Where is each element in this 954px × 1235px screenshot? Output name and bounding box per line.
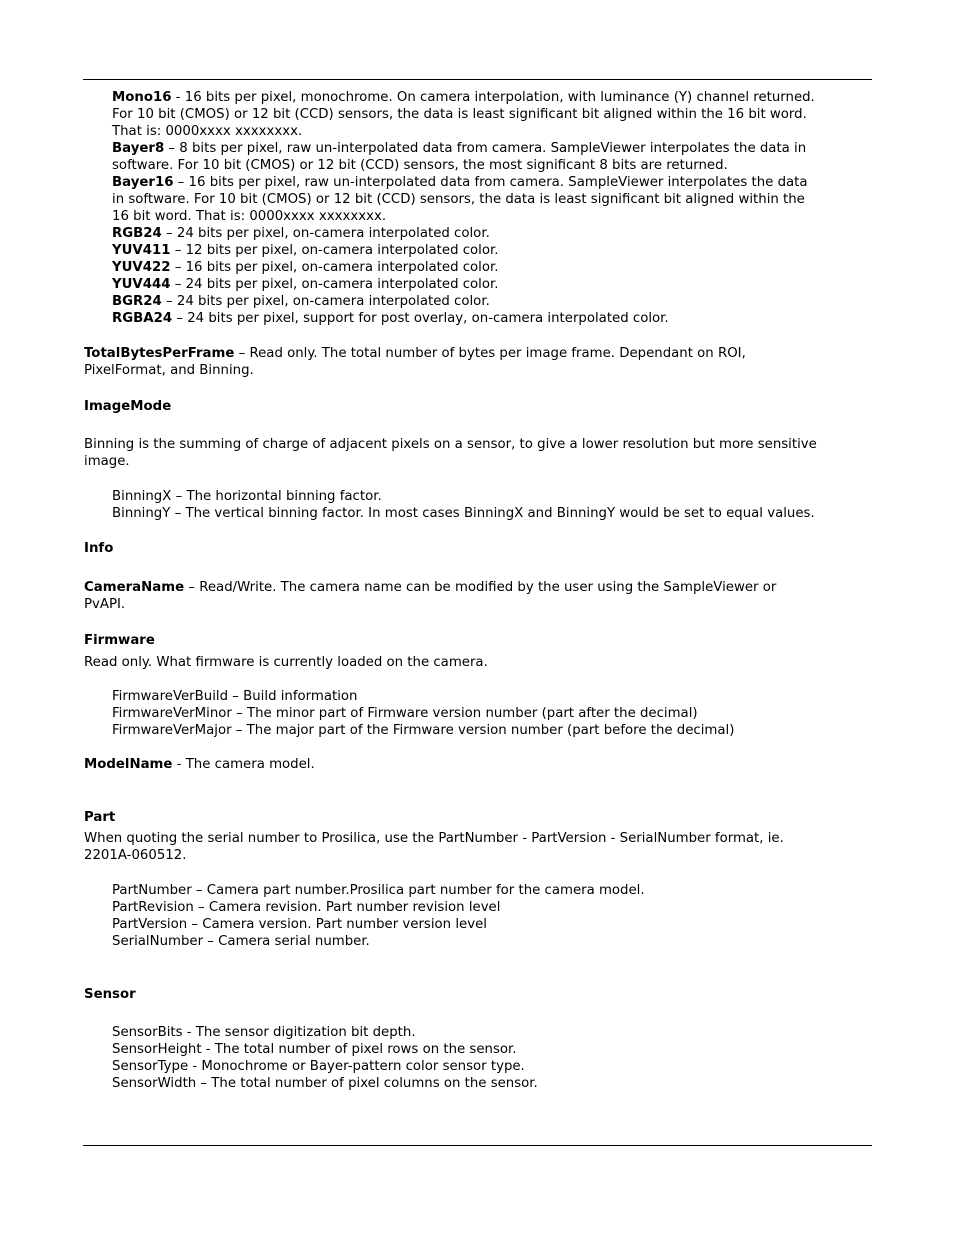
pixel-format-bayer8: Bayer8 – 8 bits per pixel, raw un-interpolated data from camera. SampleViewer interpolates the data in software. For 10 bit (CMOS) or 12 bit (CCD) sensors, the most significant 8 bits are returned.	[112, 141, 807, 173]
firmware-heading: Firmware	[84, 633, 155, 648]
sensor-list	[112, 1024, 870, 1092]
list-item: FirmwareVerMinor – The minor part of Firmware version number (part after the decimal)	[112, 706, 698, 721]
pixel-format-mono16: Mono16 - 16 bits per pixel, monochrome. On camera interpolation, with luminance (Y) channel returned. For 10 bit (CMOS) or 12 bit (CCD) sensors, the data is least significant bit aligned within the 16 bit word. That is: 0000xxxx xxxxxxxx.	[112, 90, 815, 139]
list-item: FirmwareVerMajor – The major part of the Firmware version number (part before the decimal)	[112, 723, 735, 738]
firmware-list	[112, 688, 870, 739]
total-bytes-paragraph: TotalBytesPerFrame – Read only. The total number of bytes per image frame. Dependant on ROI, PixelFormat, and Binning.	[84, 346, 746, 378]
footer-rule	[83, 1145, 872, 1146]
binning-list	[112, 488, 870, 522]
image-mode-intro: Binning is the summing of charge of adjacent pixels on a sensor, to give a lower resolution but more sensitive image.	[84, 437, 817, 469]
part-heading: Part	[84, 810, 116, 825]
part-list	[112, 882, 870, 950]
pixel-format-rgb24: RGB24 – 24 bits per pixel, on-camera interpolated color.	[112, 226, 490, 241]
part-intro: When quoting the serial number to Prosilica, use the PartNumber - PartVersion - SerialNumber format, ie. 2201A-060512.	[84, 831, 784, 863]
pixel-format-yuv422: YUV422 – 16 bits per pixel, on-camera interpolated color.	[112, 260, 499, 275]
pixel-format-list	[112, 89, 870, 327]
list-item: PartVersion – Camera version. Part number version level	[112, 917, 487, 932]
list-item: BinningY – The vertical binning factor. In most cases BinningX and BinningY would be set to equal values.	[112, 506, 815, 521]
list-item: SensorHeight - The total number of pixel rows on the sensor.	[112, 1042, 517, 1057]
list-item: PartRevision – Camera revision. Part number revision level	[112, 900, 501, 915]
list-item: SensorWidth – The total number of pixel columns on the sensor.	[112, 1076, 538, 1091]
list-item: SerialNumber – Camera serial number.	[112, 934, 370, 949]
info-heading: Info	[84, 541, 114, 556]
pixel-format-bgr24: BGR24 – 24 bits per pixel, on-camera interpolated color.	[112, 294, 490, 309]
list-item: PartNumber – Camera part number.Prosilica part number for the camera model.	[112, 883, 645, 898]
list-item: FirmwareVerBuild – Build information	[112, 689, 358, 704]
list-item: BinningX – The horizontal binning factor.	[112, 489, 382, 504]
pixel-format-bayer16: Bayer16 – 16 bits per pixel, raw un-interpolated data from camera. SampleViewer interpolates the data in software. For 10 bit (CMOS) or 12 bit (CCD) sensors, the data is least significant bit aligned within the 16 bit word. That is: 0000xxxx xxxxxxxx.	[112, 175, 808, 224]
sensor-heading: Sensor	[84, 987, 136, 1002]
pixel-format-yuv444: YUV444 – 24 bits per pixel, on-camera interpolated color.	[112, 277, 499, 292]
pixel-format-yuv411: YUV411 – 12 bits per pixel, on-camera interpolated color.	[112, 243, 499, 258]
pixel-format-rgba24: RGBA24 – 24 bits per pixel, support for post overlay, on-camera interpolated color.	[112, 311, 669, 326]
list-item: SensorType - Monochrome or Bayer-pattern color sensor type.	[112, 1059, 525, 1074]
firmware-intro: Read only. What firmware is currently loaded on the camera.	[84, 655, 488, 670]
model-name-paragraph: ModelName - The camera model.	[84, 757, 315, 772]
image-mode-heading: ImageMode	[84, 399, 172, 414]
header-rule	[83, 79, 872, 80]
list-item: SensorBits - The sensor digitization bit depth.	[112, 1025, 416, 1040]
camera-name-paragraph: CameraName – Read/Write. The camera name can be modified by the user using the SampleViewer or PvAPI.	[84, 580, 777, 612]
